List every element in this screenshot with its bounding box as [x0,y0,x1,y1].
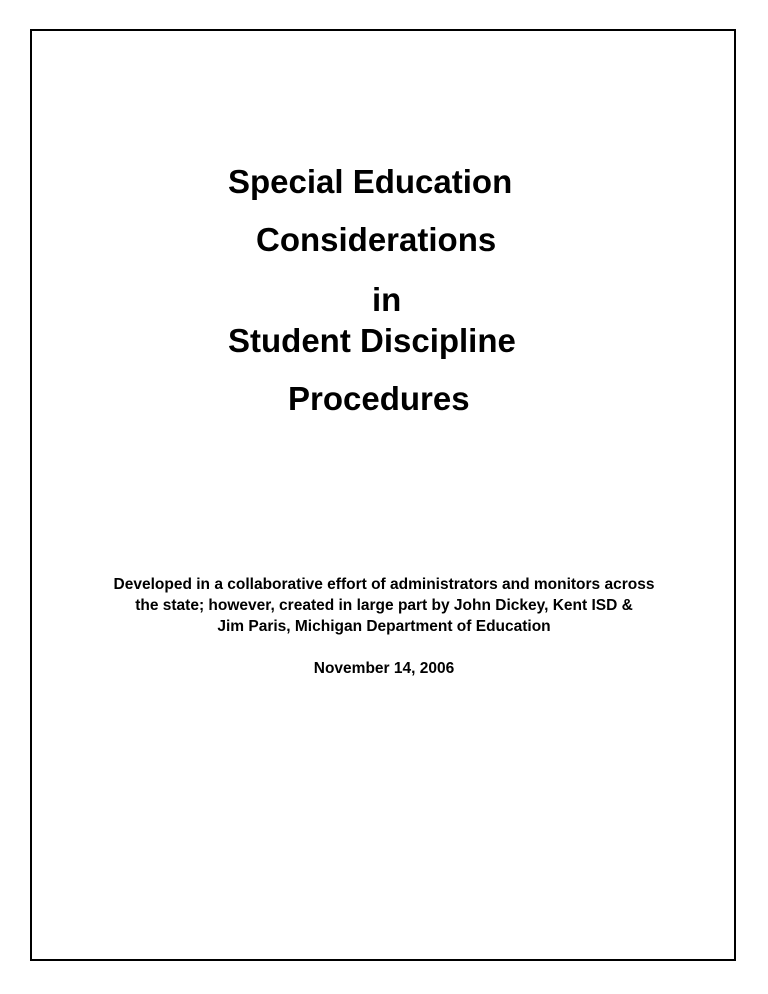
credit-line-2: the state; however, created in large part by John Dickey, Kent ISD & [135,597,633,614]
title-line-1: Special Education [228,163,513,200]
title-line-5: Procedures [288,380,470,417]
credits-paragraph [34,574,734,637]
title-line-4: Student Discipline [228,322,516,359]
title-line-3: in [372,281,402,318]
credit-line-1: Developed in a collaborative effort of administrators and monitors across [113,576,655,593]
publication-date: November 14, 2006 [313,660,455,677]
title-line-2: Considerations [256,221,497,258]
credit-line-3: Jim Paris, Michigan Department of Education [217,618,551,635]
